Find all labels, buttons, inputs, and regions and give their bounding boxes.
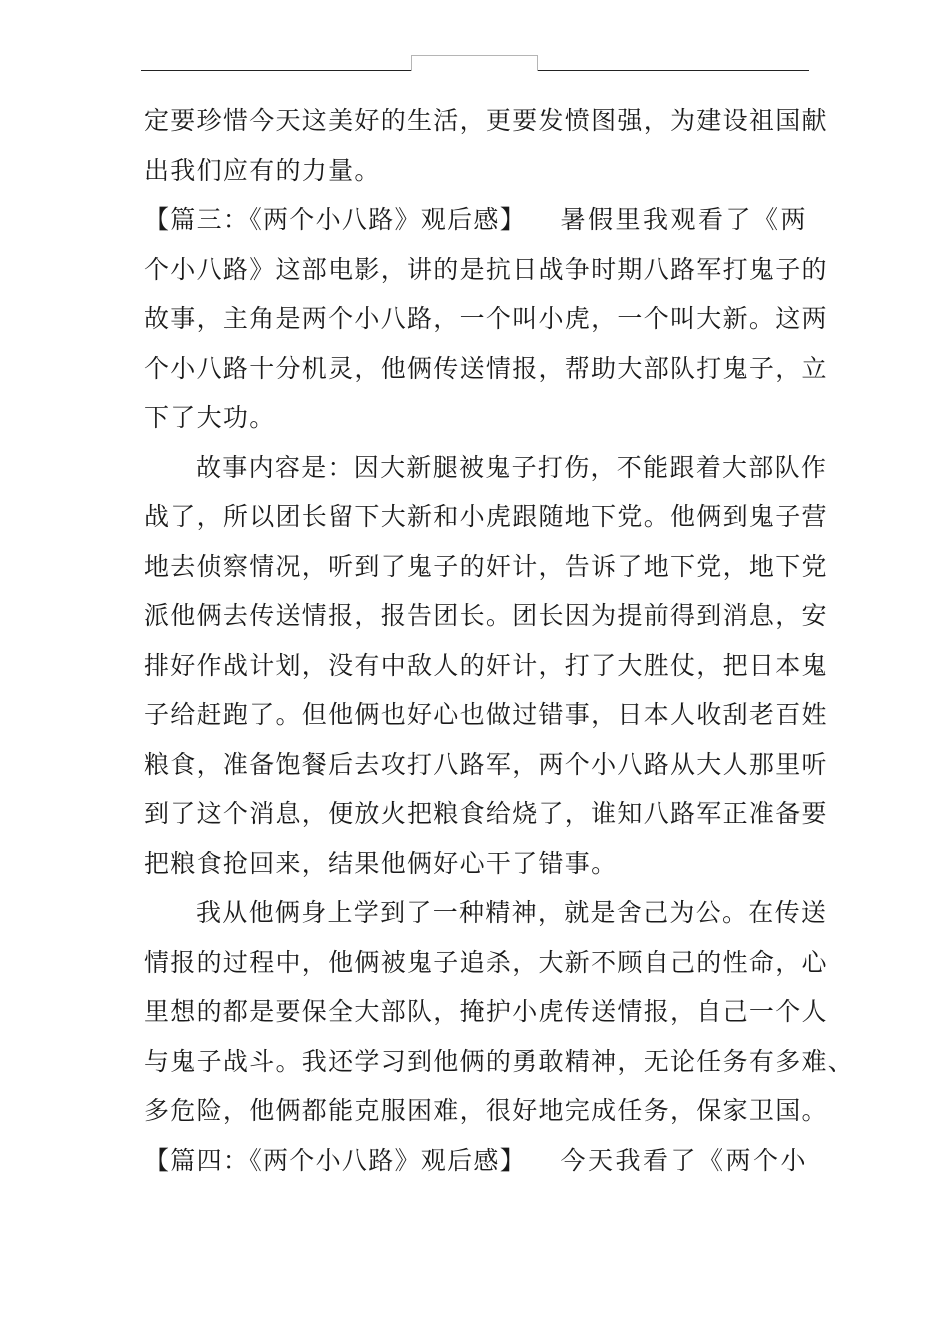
paragraph-line: 情报的过程中，他俩被鬼子追杀，大新不顾自己的性命，心 xyxy=(144,947,828,977)
header-tab xyxy=(411,55,538,71)
paragraph-line: 粮食，准备饱餐后去攻打八路军，两个小八路从大人那里听 xyxy=(144,749,828,779)
paragraph-line: 地去侦察情况，听到了鬼子的奸计，告诉了地下党，地下党 xyxy=(144,551,828,581)
paragraph-line: 多危险，他俩都能克服困难，很好地完成任务，保家卫国。 xyxy=(144,1096,828,1125)
section-heading: 【篇三：《两个小八路》观后感】 xyxy=(144,205,527,234)
paragraph-line: 下了大功。 xyxy=(144,403,276,432)
paragraph-line: 故事，主角是两个小八路，一个叫小虎，一个叫大新。这两 xyxy=(144,304,828,333)
paragraph-line: 把粮食抢回来，结果他俩好心干了错事。 xyxy=(144,848,618,878)
document-body xyxy=(144,96,855,1185)
section-opening-text: 今天我看了《两个小 xyxy=(560,1145,808,1175)
section-opening-text: 暑假里我观看了《两 xyxy=(560,205,808,234)
paragraph-line: 排好作战计划，没有中敌人的奸计，打了大胜仗，把日本鬼 xyxy=(144,650,828,680)
paragraph-line: 派他俩去传送情报，报告团长。团长因为提前得到消息，安 xyxy=(144,601,828,630)
paragraph-line: 与鬼子战斗。我还学习到他俩的勇敢精神，无论任务有多难、 xyxy=(144,1046,855,1076)
paragraph-line: 子给赶跑了。但他俩也好心也做过错事，日本人收刮老百姓 xyxy=(144,700,828,729)
section-heading: 【篇四：《两个小八路》观后感】 xyxy=(144,1145,527,1175)
paragraph-line: 战了，所以团长留下大新和小虎跟随地下党。他俩到鬼子营 xyxy=(144,502,828,531)
paragraph-line: 故事内容是：因大新腿被鬼子打伤，不能跟着大部队作 xyxy=(196,452,828,482)
section-heading-row xyxy=(144,195,808,245)
paragraph-line: 个小八路十分机灵，他俩传送情报，帮助大部队打鬼子，立 xyxy=(144,353,828,383)
paragraph-line: 出我们应有的力量。 xyxy=(144,155,381,185)
paragraph-line: 个小八路》这部电影，讲的是抗日战争时期八路军打鬼子的 xyxy=(144,254,828,284)
paragraph-line: 我从他俩身上学到了一种精神，就是舍己为公。在传送 xyxy=(196,898,828,927)
section-heading-row xyxy=(144,1136,808,1186)
paragraph-line: 到了这个消息，便放火把粮食给烧了，谁知八路军正准备要 xyxy=(144,799,828,828)
paragraph-line: 里想的都是要保全大部队，掩护小虎传送情报，自己一个人 xyxy=(144,997,828,1026)
paragraph-line: 定要珍惜今天这美好的生活，更要发愤图强，为建设祖国献 xyxy=(144,106,828,135)
